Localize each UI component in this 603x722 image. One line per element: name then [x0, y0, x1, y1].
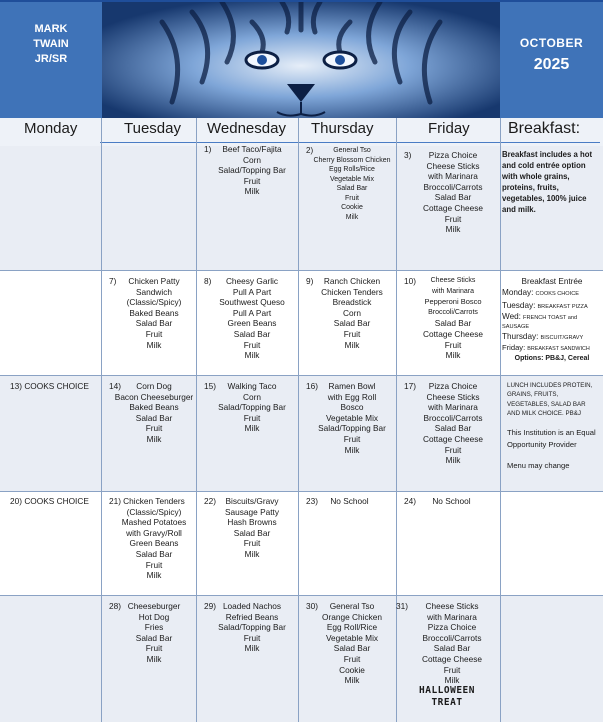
menu-item: Salad Bar	[434, 423, 472, 434]
menu-item: Fruit	[243, 632, 261, 643]
breakfast-day: Monday:	[502, 288, 534, 297]
year-label: 2025	[533, 56, 570, 73]
menu-item: Salad Bar	[135, 412, 173, 423]
school-name-block	[0, 2, 102, 118]
menu-item: Vegetable Mix	[325, 632, 379, 643]
breakfast-entree-row	[502, 313, 602, 331]
equal-opportunity-note: This Institution is an Equal Opportunity Provider	[507, 427, 596, 450]
menu-item: General Tso	[333, 147, 371, 154]
day-header-thursday: Thursday	[311, 120, 374, 137]
header-underline	[100, 142, 600, 143]
menu-item: Cottage Cheese	[423, 433, 483, 444]
menu-cell-oct-21	[103, 496, 195, 581]
menu-item: Vegetable Mix	[330, 175, 374, 183]
menu-item: with Marinara	[428, 171, 478, 182]
breakfast-entree-list	[502, 276, 602, 364]
menu-item: Fruit	[145, 328, 163, 339]
menu-item: Hash Browns	[227, 517, 277, 528]
school-name-line: MARK	[34, 23, 68, 35]
breakfast-day: Friday:	[502, 343, 526, 352]
date-number: 21)	[109, 496, 121, 506]
menu-item: Fruit	[145, 423, 163, 434]
menu-item: Corn	[243, 154, 261, 165]
school-name-line: TWAIN	[33, 38, 69, 50]
menu-item: Cheese Sticks	[430, 277, 476, 284]
menu-item: Milk	[445, 224, 461, 235]
menu-item: Cottage Cheese	[422, 653, 482, 664]
menu-item: with Marinara	[431, 287, 474, 295]
menu-cell-oct-20	[2, 496, 100, 507]
breakfast-item: FRENCH TOAST and SAUSAGE	[502, 315, 578, 330]
menu-cell-oct-1	[198, 144, 296, 197]
menu-item: Salad/Topping Bar	[218, 402, 286, 413]
menu-item: Cheese Sticks	[426, 160, 480, 171]
menu-cell-oct-2	[300, 146, 394, 222]
menu-item: Milk	[244, 423, 260, 434]
date-number: 8)	[204, 276, 212, 286]
menu-cell-oct-22	[198, 496, 296, 560]
menu-item: Green Beans	[227, 318, 277, 329]
menu-cell-oct-16	[300, 381, 394, 455]
menu-item: Chicken Patty	[128, 276, 180, 286]
date-number: 30)	[306, 601, 318, 611]
tiger-face-icon	[102, 2, 500, 118]
date-number: 20)	[10, 496, 22, 506]
menu-items	[310, 146, 394, 222]
date-number: 2)	[306, 146, 314, 155]
menu-item: Fruit	[444, 444, 462, 455]
menu-item: Milk	[444, 675, 460, 686]
menu-item: Milk	[445, 350, 461, 361]
menu-item: Salad Bar	[135, 318, 173, 329]
date-number: 28)	[109, 601, 121, 611]
menu-items	[310, 381, 394, 455]
date-number: 31)	[396, 601, 408, 611]
menu-item: Fruit	[243, 339, 261, 350]
menu-item: Milk	[244, 548, 260, 559]
menu-item: Corn Dog	[136, 381, 172, 391]
breakfast-item: COOKS CHOICE	[535, 291, 579, 297]
breakfast-item: BREAKFAST SANDWICH	[527, 346, 590, 352]
menu-item: Baked Beans	[129, 402, 179, 413]
menu-cell-oct-29	[198, 601, 296, 654]
date-number: 13)	[10, 381, 22, 391]
menu-item: Egg Roll/Rice	[326, 622, 378, 633]
menu-item: Milk	[244, 643, 260, 654]
menu-item: Fruit	[145, 643, 163, 654]
date-number: 22)	[204, 496, 216, 506]
menu-item: Ranch Chicken	[323, 276, 381, 286]
day-header-breakfast: Breakfast:	[508, 120, 581, 137]
menu-items	[408, 276, 498, 361]
menu-item: (Classic/Spicy)	[126, 506, 182, 517]
grid-line	[196, 118, 197, 722]
menu-cell-oct-8	[198, 276, 296, 361]
date-number: 15)	[204, 381, 216, 391]
menu-item: Loaded Nachos	[222, 601, 282, 611]
breakfast-day: Thursday:	[502, 332, 539, 341]
day-header-wednesday: Wednesday	[207, 120, 286, 137]
menu-item: Salad Bar	[135, 548, 173, 559]
menu-items	[113, 276, 195, 350]
menu-item: Salad Bar	[336, 185, 368, 192]
date-number: 3)	[404, 150, 412, 160]
grid-line	[0, 595, 603, 596]
day-header-monday: Monday	[24, 120, 78, 137]
menu-item: Corn	[343, 307, 361, 318]
menu-item: Breadstick	[332, 297, 372, 308]
month-label: OCTOBER	[519, 36, 584, 50]
menu-item: Cheesy Garlic	[225, 276, 279, 286]
menu-item: Fruit	[243, 412, 261, 423]
breakfast-entree-row	[502, 344, 602, 353]
menu-items	[408, 150, 498, 235]
breakfast-item: BREAKFAST PIZZA	[537, 304, 588, 310]
menu-cell-oct-10	[398, 276, 498, 361]
menu-items	[113, 496, 195, 581]
menu-cell-oct-9	[300, 276, 394, 350]
menu-item: Pizza Choice	[428, 381, 478, 391]
menu-item: Milk	[445, 455, 461, 466]
grid-line	[0, 375, 603, 376]
date-number: 17)	[404, 381, 416, 391]
menu-cell-oct-14	[103, 381, 195, 445]
date-number: 16)	[306, 381, 318, 391]
menu-item: Cottage Cheese	[423, 202, 483, 213]
breakfast-entree-title: Breakfast Entrée	[521, 277, 583, 286]
menu-item: Sausage Patty	[225, 506, 279, 517]
menu-item: Salad Bar	[333, 643, 371, 654]
menu-item: Fries	[144, 622, 164, 633]
menu-item: Salad Bar	[233, 527, 271, 538]
date-number: 23)	[306, 496, 318, 506]
breakfast-day: Tuesday:	[502, 301, 536, 310]
month-block	[500, 2, 603, 118]
menu-item: Salad/Topping Bar	[218, 622, 286, 633]
menu-item: Cottage Cheese	[423, 328, 483, 339]
menu-items	[408, 381, 498, 466]
menu-item: Broccoli/Carrots	[423, 181, 483, 192]
menu-item: Baked Beans	[129, 307, 179, 318]
menu-items	[113, 381, 195, 445]
menu-items	[208, 381, 296, 434]
school-name-line: JR/SR	[34, 53, 68, 65]
menu-item: with Marinara	[428, 402, 478, 413]
menu-item: (Classic/Spicy)	[126, 297, 182, 308]
menu-change-note: Menu may change	[507, 460, 570, 470]
date-number: 7)	[109, 276, 117, 286]
menu-items	[406, 601, 498, 686]
menu-item: Salad Bar	[135, 632, 173, 643]
menu-item: Cherry Blossom Chicken	[313, 156, 391, 164]
menu-item: Pepperoni Bosco	[424, 297, 482, 307]
menu-item: Broccoli/Carrots	[422, 632, 482, 643]
menu-item: Cookie	[339, 664, 365, 675]
menu-item: Cheese Sticks	[426, 391, 480, 402]
menu-item: Milk	[146, 339, 162, 350]
menu-cell-oct-7	[103, 276, 195, 350]
menu-item: Milk	[146, 570, 162, 581]
lunch-notes	[502, 381, 600, 470]
breakfast-info-note: Breakfast includes a hot and cold entrée option with whole grains, proteins, fruits, vegetables, 100% juice and milk.	[502, 150, 593, 214]
menu-item: Broccoli/Carrots	[428, 308, 478, 316]
menu-item: Fruit	[345, 194, 359, 202]
menu-item: Salad/Topping Bar	[218, 165, 286, 176]
menu-item: Milk	[344, 675, 360, 686]
date-number: 14)	[109, 381, 121, 391]
breakfast-item: BISCUIT/GRAVY	[540, 335, 584, 341]
menu-item: Bacon Cheeseburger	[114, 391, 194, 402]
grid-line	[0, 270, 603, 271]
menu-item: No School	[432, 496, 471, 506]
menu-item: Salad Bar	[433, 643, 471, 654]
menu-items	[208, 144, 296, 197]
date-number: 24)	[404, 496, 416, 506]
menu-items	[310, 276, 394, 350]
menu-item: Sandwich	[136, 286, 172, 297]
menu-item: Salad/Topping Bar	[318, 423, 386, 434]
date-number: 10)	[404, 276, 416, 286]
menu-item: with Egg Roll	[327, 391, 377, 402]
breakfast-options: Options: PB&J, Cereal	[514, 355, 590, 362]
date-number: 29)	[204, 601, 216, 611]
grid-line	[101, 118, 102, 722]
menu-item: Salad Bar	[434, 192, 472, 203]
menu-item: Fruit	[243, 538, 261, 549]
halloween-treat-line: TREAT	[431, 696, 463, 708]
grid-line	[500, 118, 501, 722]
date-number: 9)	[306, 276, 314, 286]
menu-cell-oct-17	[398, 381, 498, 466]
breakfast-entree-row	[502, 287, 602, 300]
menu-item: Pizza Choice	[428, 150, 478, 160]
menu-items	[208, 496, 296, 560]
menu-item: Corn	[243, 391, 261, 402]
menu-item: Walking Taco	[227, 381, 277, 391]
menu-item: Milk	[344, 444, 360, 455]
menu-item: Fruit	[343, 653, 361, 664]
menu-item: Salad Bar	[434, 318, 472, 329]
menu-cell-oct-28	[103, 601, 195, 665]
menu-cell-oct-31	[396, 601, 498, 709]
menu-cell-oct-24	[398, 496, 498, 507]
menu-item: Vegetable Mix	[325, 412, 379, 423]
lunch-includes-note: LUNCH INCLUDES PROTEIN, GRAINS, FRUITS, VEGETABLES, SALAD BAR AND MILK CHOICE. PB&J	[507, 382, 593, 418]
menu-item: Milk	[146, 433, 162, 444]
menu-item: Pull A Part	[232, 286, 272, 297]
menu-item: Cheeseburger	[127, 601, 181, 611]
menu-items	[208, 601, 296, 654]
menu-item: Cookie	[341, 204, 363, 211]
menu-item: Mashed Potatoes	[121, 517, 187, 528]
menu-item: Chicken Tenders	[321, 286, 383, 297]
menu-cell-oct-23	[300, 496, 394, 507]
menu-item: Broccoli/Carrots	[423, 412, 483, 423]
menu-item: Salad Bar	[333, 318, 371, 329]
menu-item: Refried Beans	[225, 611, 279, 622]
menu-item: Milk	[146, 653, 162, 664]
menu-item: No School	[330, 496, 369, 506]
menu-cell-oct-13	[2, 381, 100, 392]
menu-item: Fruit	[444, 339, 462, 350]
menu-item: Bosco	[340, 402, 364, 413]
menu-item: Ramen Bowl	[328, 381, 376, 391]
grid-line	[298, 118, 299, 722]
menu-item: Beef Taco/Fajita	[222, 144, 282, 154]
halloween-treat-line: HALLOWEEN	[419, 684, 475, 696]
menu-cell-oct-30	[300, 601, 394, 686]
menu-cell-oct-3	[398, 150, 498, 235]
menu-item: Milk	[345, 213, 359, 221]
menu-item: COOKS CHOICE	[24, 381, 89, 391]
menu-item: Milk	[344, 339, 360, 350]
menu-item: Fruit	[444, 213, 462, 224]
menu-item: Fruit	[343, 433, 361, 444]
menu-item: General Tso	[329, 601, 375, 611]
tiger-banner-image	[102, 2, 500, 118]
menu-item: with Gravy/Roll	[126, 527, 182, 538]
grid-line	[0, 491, 603, 492]
menu-item: Fruit	[145, 559, 163, 570]
menu-item: Fruit	[243, 175, 261, 186]
menu-items	[310, 601, 394, 686]
menu-items	[208, 276, 296, 361]
menu-item: Fruit	[443, 664, 461, 675]
day-header-friday: Friday	[428, 120, 470, 137]
menu-item: Southwest Queso	[219, 297, 285, 308]
menu-item: with Marinara	[427, 611, 477, 622]
menu-item: Orange Chicken	[322, 611, 382, 622]
menu-item: Milk	[244, 350, 260, 361]
menu-item: Pull A Part	[232, 307, 272, 318]
menu-cell-oct-15	[198, 381, 296, 434]
menu-item: Milk	[244, 186, 260, 197]
menu-item: Salad Bar	[233, 328, 271, 339]
menu-items	[113, 601, 195, 665]
menu-item: COOKS CHOICE	[24, 496, 89, 506]
date-number: 1)	[204, 144, 212, 154]
menu-item: Hot Dog	[138, 611, 170, 622]
menu-item: Pizza Choice	[427, 622, 477, 633]
day-header-tuesday: Tuesday	[124, 120, 181, 137]
menu-item: Green Beans	[129, 538, 179, 549]
menu-item: Cheese Sticks	[425, 601, 479, 611]
menu-item: Fruit	[343, 328, 361, 339]
menu-item: Egg Rolls/Rice	[329, 166, 375, 173]
menu-item: Biscuits/Gravy	[225, 496, 279, 506]
menu-item: Chicken Tenders	[123, 496, 185, 506]
breakfast-day: Wed:	[502, 312, 521, 321]
